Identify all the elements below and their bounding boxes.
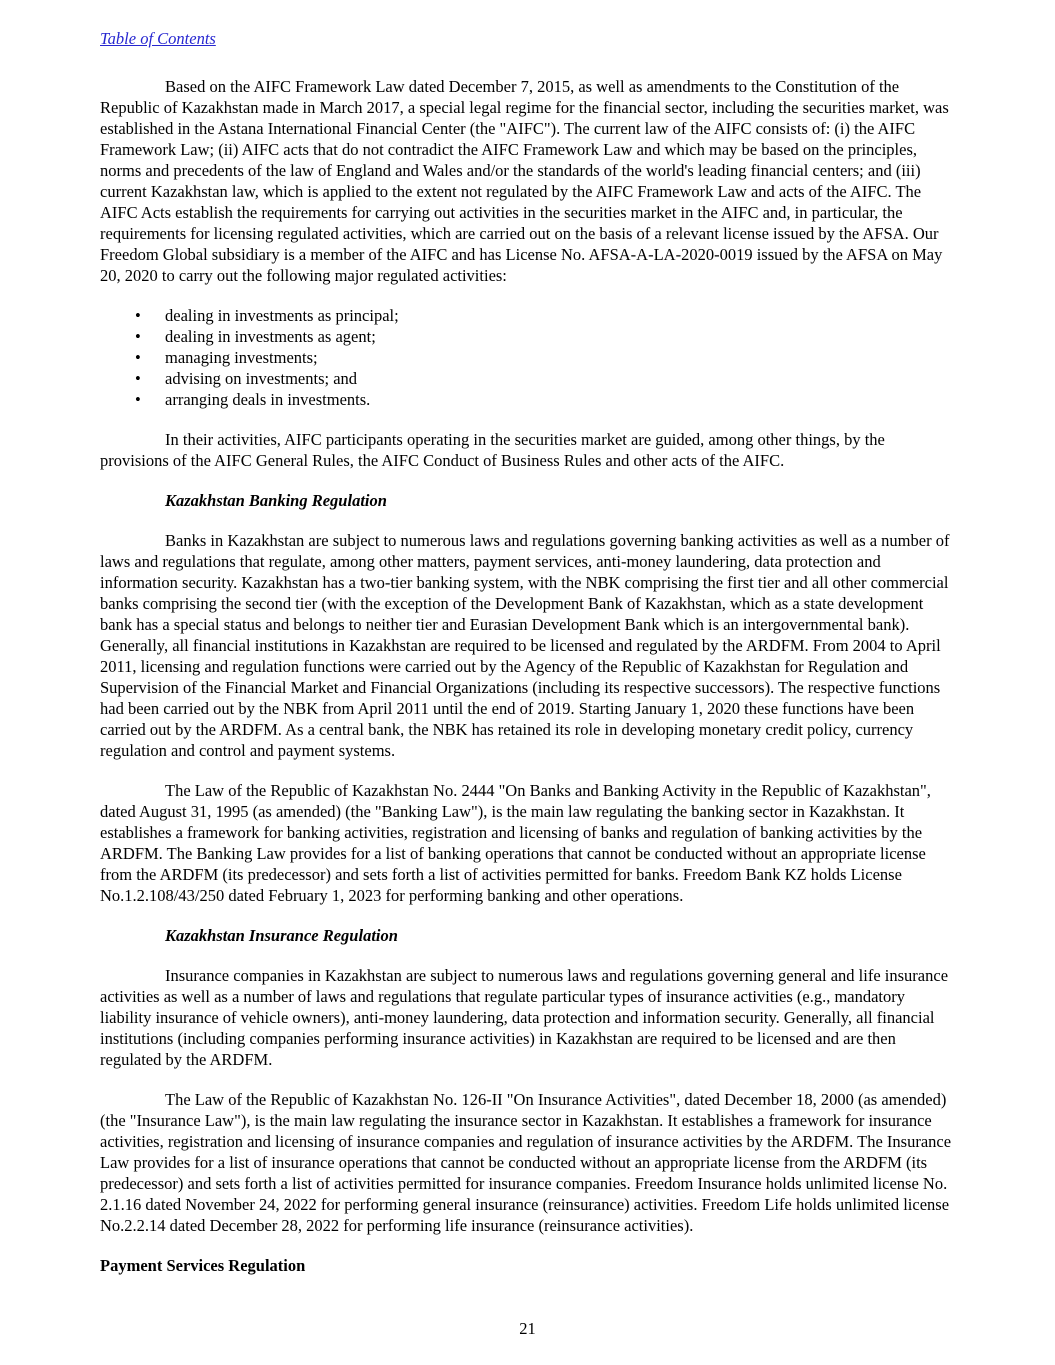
bullet-icon: • [135, 306, 141, 325]
bullet-icon: • [135, 390, 141, 409]
list-item [100, 347, 955, 368]
heading-kazakhstan-banking-regulation: Kazakhstan Banking Regulation [165, 491, 387, 510]
paragraph-insurance-companies: Insurance companies in Kazakhstan are subject to numerous laws and regulations governing general and life insurance activities as well as a number of laws and regulations that regulate particular types of insurance activities (e.g., mandatory liability insurance of vehicle owners), anti-money laundering, data protection and information security. Generally, all financial institutions (including companies performing insurance activities) in Kazakhstan are required to be licensed and are then regulated by the ARDFM. [100, 966, 949, 1069]
heading-payment-services-regulation: Payment Services Regulation [100, 1256, 306, 1275]
bullet-icon: • [135, 348, 141, 367]
list-item [100, 305, 955, 326]
list-item-text: arranging deals in investments. [165, 390, 371, 409]
list-item [100, 368, 955, 389]
list-item [100, 326, 955, 347]
list-item-text: dealing in investments as agent; [165, 327, 376, 346]
paragraph-aifc-framework: Based on the AIFC Framework Law dated December 7, 2015, as well as amendments to the Constitution of the Republic of Kazakhstan made in March 2017, a special legal regime for the financial sector, including the securities market, was established in the Astana International Financial Center (the "AIFC"). The current law of the AIFC consists of: (i) the AIFC Framework Law; (ii) AIFC acts that do not contradict the AIFC Framework Law and which may be based on the principles, norms and precedents of the law of England and Wales and/or the standards of the world's leading financial centers; and (iii) current Kazakhstan law, which is applied to the extent not regulated by the AIFC Framework Law and acts of the AIFC. The AIFC Acts establish the requirements for carrying out activities in the securities market in the AIFC and, in particular, the requirements for licensing regulated activities, which are carried out on the basis of a relevant license issued by the AFSA. Our Freedom Global subsidiary is a member of the AIFC and has License No. AFSA-A-LA-2020-0019 issued by the AFSA on May 20, 2020 to carry out the following major regulated activities: [100, 77, 949, 285]
list-item [100, 389, 955, 410]
paragraph-aifc-participants: In their activities, AIFC participants operating in the securities market are guided, among other things, by the provisions of the AIFC General Rules, the AIFC Conduct of Business Rules and other acts of the AIFC. [100, 430, 885, 470]
list-item-text: advising on investments; and [165, 369, 358, 388]
paragraph-insurance-law: The Law of the Republic of Kazakhstan No. 126-II "On Insurance Activities", dated December 18, 2000 (as amended) (the "Insurance Law"), is the main law regulating the insurance sector in Kazakhstan. It establishes a framework for insurance activities, registration and licensing of insurance companies and regulation of insurance activities by the ARDFM. The Insurance Law provides for a list of insurance operations that cannot be conducted without an appropriate license from the ARDFM (its predecessor) and sets forth a list of activities permitted for insurance companies. Freedom Insurance holds unlimited license No. 2.1.16 dated November 24, 2022 for performing general insurance (reinsurance) activities. Freedom Life holds unlimited license No.2.2.14 dated December 28, 2022 for performing life insurance (reinsurance activities). [100, 1090, 952, 1235]
list-item-text: dealing in investments as principal; [165, 306, 399, 325]
heading-kazakhstan-insurance-regulation: Kazakhstan Insurance Regulation [165, 926, 398, 945]
bullet-icon: • [135, 369, 141, 388]
paragraph-banking-system: Banks in Kazakhstan are subject to numerous laws and regulations governing banking activities as well as a number of laws and regulations that regulate, among other matters, payment services, anti-money laundering, data protection and information security. Kazakhstan has a two-tier banking system, with the NBK comprising the first tier and all other commercial banks comprising the second tier (with the exception of the Development Bank of Kazakhstan, which as a state development bank has a special status and belongs to neither tier and Eurasian Development Bank which is an intergovernmental bank). Generally, all financial institutions in Kazakhstan are required to be licensed and regulated by the ARDFM. From 2004 to April 2011, licensing and regulation functions were carried out by the Agency of the Republic of Kazakhstan for Regulation and Supervision of the Financial Market and Financial Organizations (including its respective successors). The respective functions had been carried out by the NBK from April 2011 until the end of 2019. Starting January 1, 2020 these functions have been carried out by the ARDFM. As a central bank, the NBK has retained its role in developing monetary credit policy, currency regulation and control and payment systems. [100, 531, 950, 760]
page-number: 21 [519, 1319, 536, 1338]
list-item-text: managing investments; [165, 348, 318, 367]
paragraph-banking-law: The Law of the Republic of Kazakhstan No. 2444 "On Banks and Banking Activity in the Republic of Kazakhstan", dated August 31, 1995 (as amended) (the "Banking Law"), is the main law regulating the banking sector in Kazakhstan. It establishes a framework for banking activities, registration and licensing of banks and regulation of banking activities by the ARDFM. The Banking Law provides for a list of banking operations that cannot be conducted without an appropriate license from the ARDFM (its predecessor) and sets forth a list of activities permitted for banks. Freedom Bank KZ holds License No.1.2.108/43/250 dated February 1, 2023 for performing banking and other operations. [100, 781, 931, 905]
bullet-icon: • [135, 327, 141, 346]
regulated-activities-list [100, 305, 955, 410]
table-of-contents-link[interactable]: Table of Contents [100, 29, 216, 48]
